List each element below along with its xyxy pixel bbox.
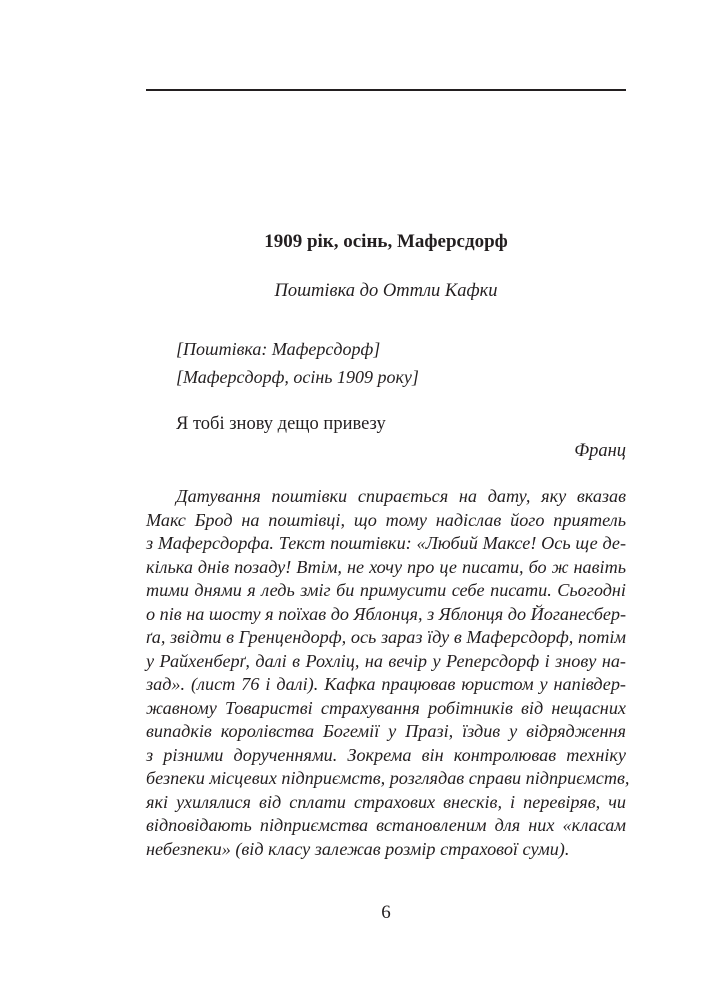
text-line: зад». (лист 76 і далі). Кафка працював юристом у напівдер- xyxy=(146,674,626,694)
text-line: з різними дорученнями. Зокрема він контролював техніку xyxy=(146,744,626,765)
bracket-note: [Поштівка: Маферсдорф] xyxy=(176,339,381,359)
text-line: тими днями я ледь зміг би примусити себе писати. Сьогодні xyxy=(146,580,626,600)
text-line: з Маферсдорфа. Текст поштівки: «Любий Максе! Ось ще де- xyxy=(146,533,626,553)
text-line: Датування поштівки спирається на дату, яку вказав xyxy=(176,486,626,506)
text-line: Макс Брод на поштівці, що тому надіслав його приятель xyxy=(146,509,626,530)
text-line: відповідають підприємства встановленим для них «класам xyxy=(146,815,626,835)
text-line: жавному Товаристві страхування робітників від нещасних xyxy=(146,697,626,718)
text-line: випадків королівства Богемії у Празі, їздив у відрядження xyxy=(146,721,626,741)
postcard-message: Я тобі знову дещо привезу xyxy=(176,414,386,434)
text-line: які ухилялися від сплати страхових внесків, і перевіряв, чи xyxy=(146,791,626,812)
text-line: кілька днів позаду! Втім, не хочу про це писати, бо ж навіть xyxy=(146,556,626,577)
text-line: небезпеки» (від класу залежав розмір страхової суми). xyxy=(146,838,570,859)
text-line: безпеки місцевих підприємств, розглядав справи підприємств, xyxy=(146,768,630,788)
section-heading: 1909 рік, осінь, Маферсдорф xyxy=(264,231,508,252)
header-rule xyxy=(146,89,626,91)
page-number: 6 xyxy=(381,902,391,923)
text-line: у Райхенберґ, далі в Рохліц, на вечір у Реперсдорф і знову на- xyxy=(146,650,626,671)
section-subheading: Поштівка до Оттли Кафки xyxy=(274,281,498,301)
text-line: ґа, звідти в Гренцендорф, ось зараз їду в Маферсдорф, потім xyxy=(146,627,626,647)
bracket-note: [Маферсдорф, осінь 1909 року] xyxy=(176,367,419,387)
text-line: о пів на шосту я поїхав до Яблонця, з Яблонця до Йоганесбер- xyxy=(146,603,627,624)
signature: Франц xyxy=(574,441,626,461)
commentary-paragraph xyxy=(146,485,630,861)
